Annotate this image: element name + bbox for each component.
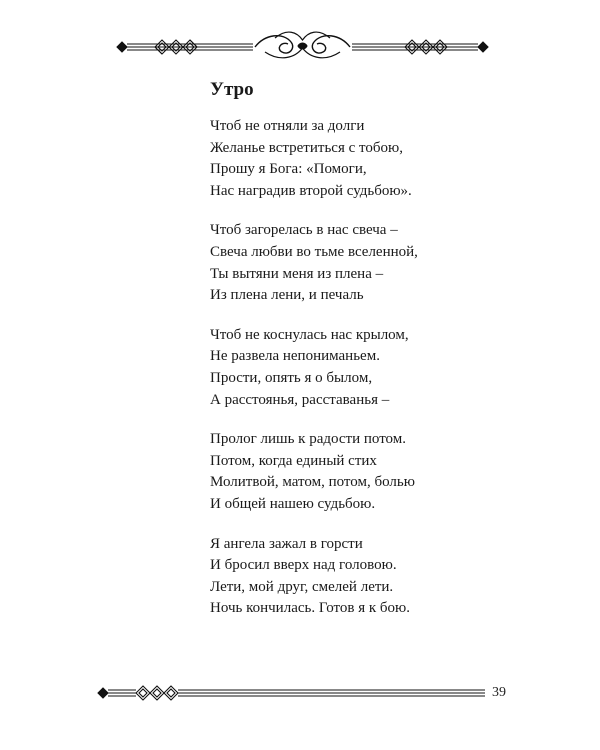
stanza: [210, 325, 510, 411]
poem-line: Нас наградив второй судьбою».: [210, 182, 412, 199]
poem-line: Ночь кончилась. Готов я к бою.: [210, 600, 410, 617]
stanza: [210, 220, 510, 306]
poem-line: Потом, когда единый стих: [210, 452, 377, 469]
poem-line: Ты вытяни меня из плена –: [210, 265, 384, 282]
ornamental-header-divider-icon: [115, 26, 490, 68]
stanza: [210, 116, 510, 202]
poem-line: Чтоб не отняли за долги: [210, 118, 365, 134]
poem-title: Утро: [210, 79, 254, 100]
poem-line: Желанье встретиться с тобою,: [210, 139, 403, 156]
poem-line: Из плена лени, и печаль: [210, 287, 364, 304]
poem-line: Не развела непониманьем.: [210, 348, 380, 365]
poem-line: Чтоб не коснулась нас крылом,: [210, 326, 409, 343]
poem-line: Молитвой, матом, потом, болью: [210, 474, 415, 491]
poem-body: [210, 116, 510, 638]
stanza: [210, 429, 510, 515]
ornamental-footer-divider-icon: [96, 681, 485, 705]
stanza: [210, 534, 510, 620]
poem-line: Чтоб загорелась в нас свеча –: [210, 222, 398, 239]
poem-line: Я ангела зажал в горсти: [210, 535, 363, 552]
poem-line: Прости, опять я о былом,: [210, 369, 373, 386]
poem-line: Свеча любви во тьме вселенной,: [210, 243, 418, 260]
poem-line: Прошу я Бога: «Помоги,: [210, 161, 367, 178]
poem-line: А расстоянья, расставанья –: [210, 391, 390, 408]
page-number: 39: [492, 685, 506, 700]
poem-line: И общей нашею судьбою.: [210, 495, 376, 512]
poem-line: Пролог лишь к радости потом.: [210, 431, 407, 448]
poem-line: И бросил вверх над головою.: [210, 557, 397, 574]
poem-line: Лети, мой друг, смелей лети.: [210, 578, 394, 595]
